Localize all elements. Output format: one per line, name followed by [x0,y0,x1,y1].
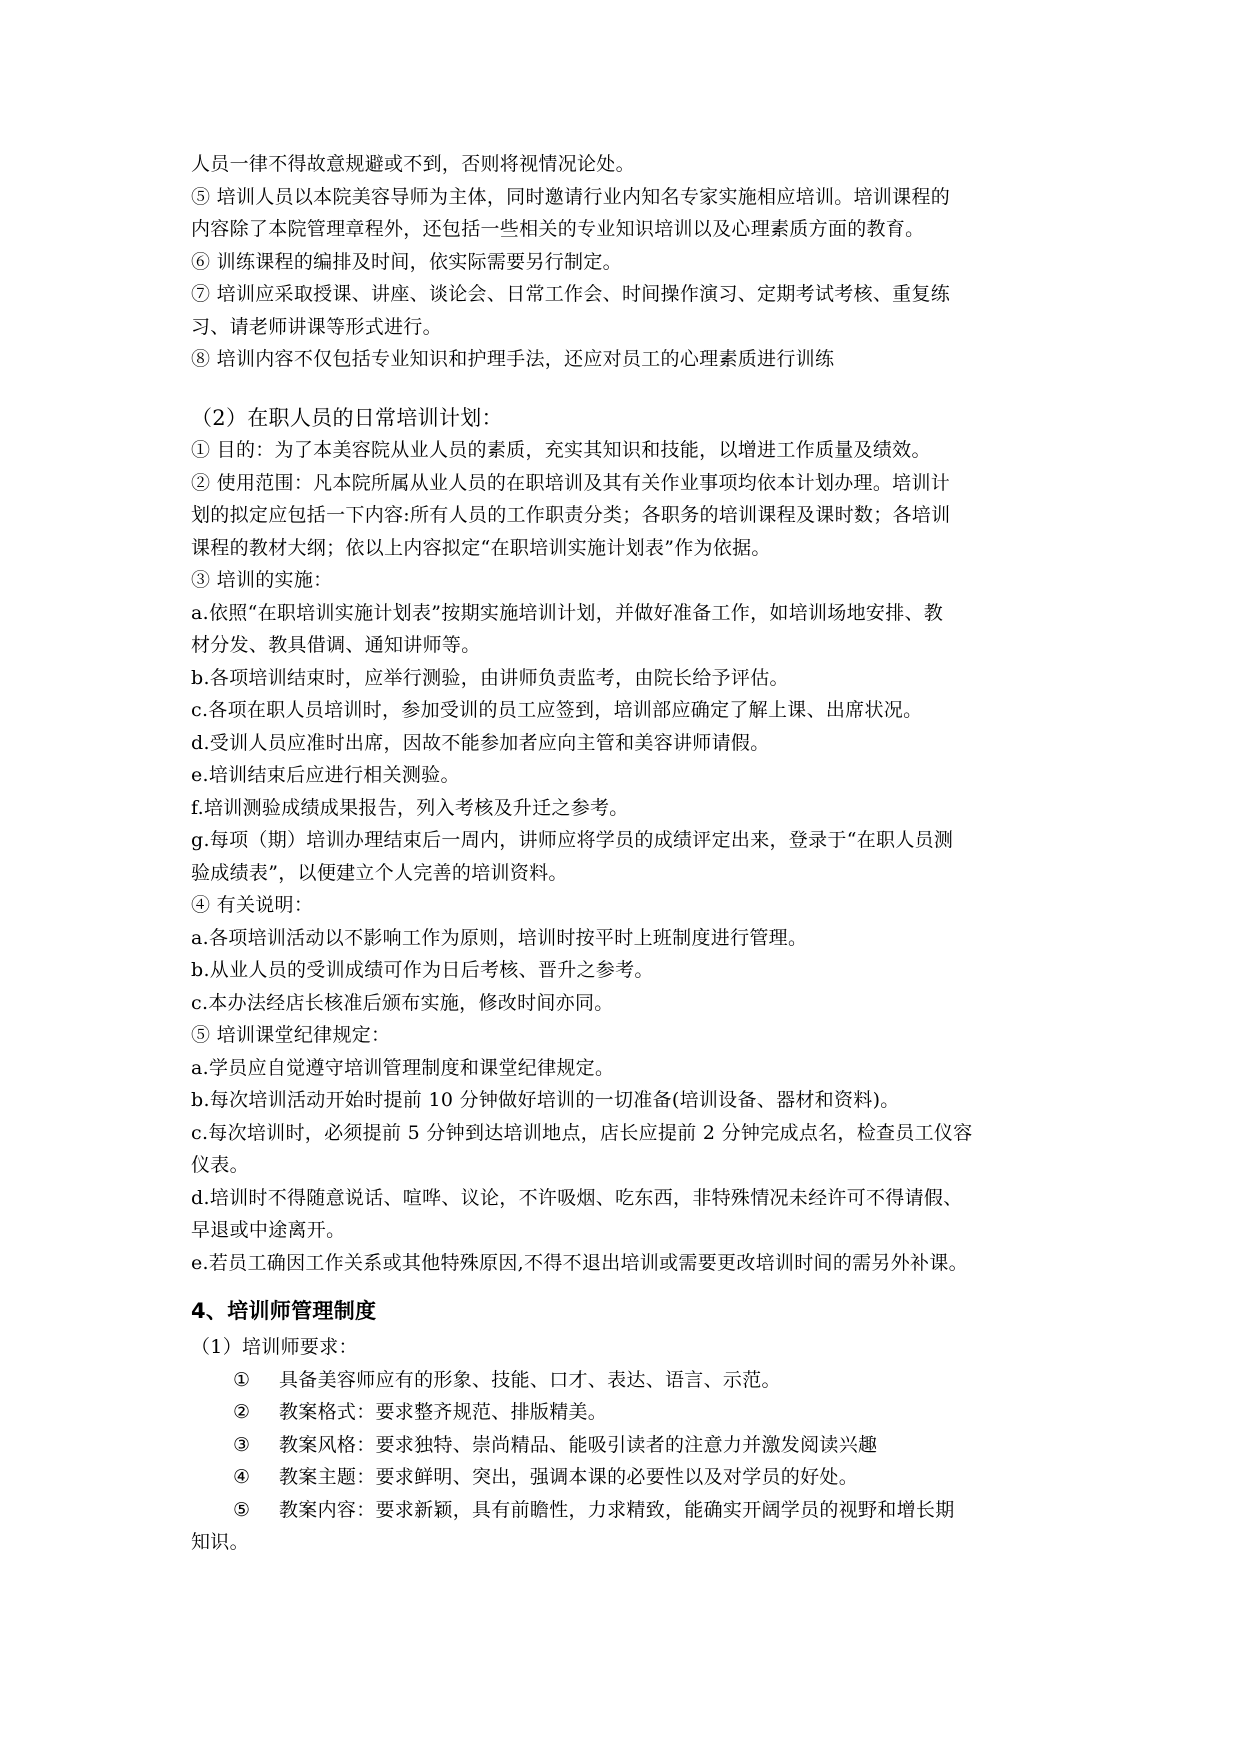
text-line: 仪表。 [191,1154,249,1176]
list-item [191,1429,1061,1462]
item-text: 教案内容：要求新颖，具有前瞻性，力求精致，能确实开阔学员的视野和增长期 [279,1498,955,1521]
list-item [191,1461,1061,1494]
text-line: ① 目的：为了本美容院从业人员的素质，充实其知识和技能，以增进工作质量及绩效。 [191,439,931,461]
training-rules-list [191,148,1061,376]
text-line: b.每次培训活动开始时提前 10 分钟做好培训的一切准备(培训设备、器材和资料)。 [191,1089,900,1111]
text-line: b.从业人员的受训成绩可作为日后考核、晋升之参考。 [191,959,654,981]
item-number: ② [233,1401,251,1423]
list-item [191,1364,1061,1397]
text-line: 知识。 [191,1531,249,1553]
text-line: c.各项在职人员培训时，参加受训的员工应签到，培训部应确定了解上课、出席状况。 [191,699,923,721]
text-line: ② 使用范围：凡本院所属从业人员的在职培训及其有关作业事项均依本计划办理。培训计 [191,471,951,494]
text-line: c.本办法经店长核准后颁布实施，修改时间亦同。 [191,991,614,1014]
trainer-requirements-list [191,1364,1061,1559]
text-line: e.培训结束后应进行相关测验。 [191,764,460,786]
section-4-subtitle: （1）培训师要求： [191,1336,358,1358]
item-text: 具备美容师应有的形象、技能、口才、表达、语言、示范。 [279,1368,781,1391]
text-line: 习、请老师讲课等形式进行。 [191,315,442,338]
text-line: c.每次培训时，必须提前 5 分钟到达培训地点，店长应提前 2 分钟完成点名，检查员工仪容 [191,1121,973,1144]
item-number: ⑤ [233,1498,251,1521]
text-line: 验成绩表”，以便建立个人完善的培训资料。 [191,861,568,884]
daily-training-plan [191,434,1061,1279]
text-line: e.若员工确因工作关系或其他特殊原因,不得不退出培训或需要更改培训时间的需另外补课。 [191,1251,968,1274]
text-line: d.受训人员应准时出席，因故不能参加者应向主管和美容讲师请假。 [191,731,770,754]
item-text: 教案风格：要求独特、崇尚精品、能吸引读者的注意力并激发阅读兴趣 [279,1433,878,1456]
text-line: d.培训时不得随意说话、喧哗、议论，不许吸烟、吃东西，非特殊情况未经许可不得请假、 [191,1186,963,1209]
text-line: a.依照“在职培训实施计划表”按期实施培训计划，并做好准备工作，如培训场地安排、教 [191,601,944,624]
section-2-title: （2）在职人员的日常培训计划： [191,405,503,430]
section-4-heading: 4、培训师管理制度 [191,1299,377,1323]
text-line: 内容除了本院管理章程外，还包括一些相关的专业知识培训以及心理素质方面的教育。 [191,218,925,240]
text-line: ③ 培训的实施： [191,569,333,591]
text-line: 材分发、教具借调、通知讲师等。 [191,634,481,656]
text-line: ⑤ 培训人员以本院美容导师为主体，同时邀请行业内知名专家实施相应培训。培训课程的 [191,185,951,208]
text-line: 划的拟定应包括一下内容:所有人员的工作职责分类；各职务的培训课程及课时数；各培训 [191,504,951,526]
document-page [191,148,1061,1559]
text-line: b.各项培训结束时，应举行测验，由讲师负责监考，由院长给予评估。 [191,666,789,689]
text-line: g.每项（期）培训办理结束后一周内，讲师应将学员的成绩评定出来，登录于“在职人员测 [191,829,954,851]
item-number: ③ [233,1433,251,1456]
item-text: 教案格式：要求整齐规范、排版精美。 [279,1401,608,1423]
text-line: a.学员应自觉遵守培训管理制度和课堂纪律规定。 [191,1056,615,1079]
item-text: 教案主题：要求鲜明、突出，强调本课的必要性以及对学员的好处。 [279,1466,859,1488]
list-item [191,1396,1061,1429]
text-line: 人员一律不得故意规避或不到，否则将视情况论处。 [191,153,635,175]
text-line: ④ 有关说明： [191,894,314,916]
item-number: ① [233,1368,251,1391]
text-line: f.培训测验成绩成果报告，列入考核及升迁之参考。 [191,796,629,819]
text-line: 课程的教材大纲；依以上内容拟定“在职培训实施计划表”作为依据。 [191,536,771,559]
item-number: ④ [233,1466,251,1488]
text-line: ⑤ 培训课堂纪律规定： [191,1024,391,1046]
text-line: ⑦ 培训应采取授课、讲座、谈论会、日常工作会、时间操作演习、定期考试考核、重复练 [191,283,951,305]
text-line: a.各项培训活动以不影响工作为原则，培训时按平时上班制度进行管理。 [191,926,808,949]
text-line: ⑧ 培训内容不仅包括专业知识和护理手法，还应对员工的心理素质进行训练 [191,348,835,370]
text-line: ⑥ 训练课程的编排及时间，依实际需要另行制定。 [191,250,622,273]
list-item [191,1494,1061,1527]
text-line: 早退或中途离开。 [191,1219,346,1241]
